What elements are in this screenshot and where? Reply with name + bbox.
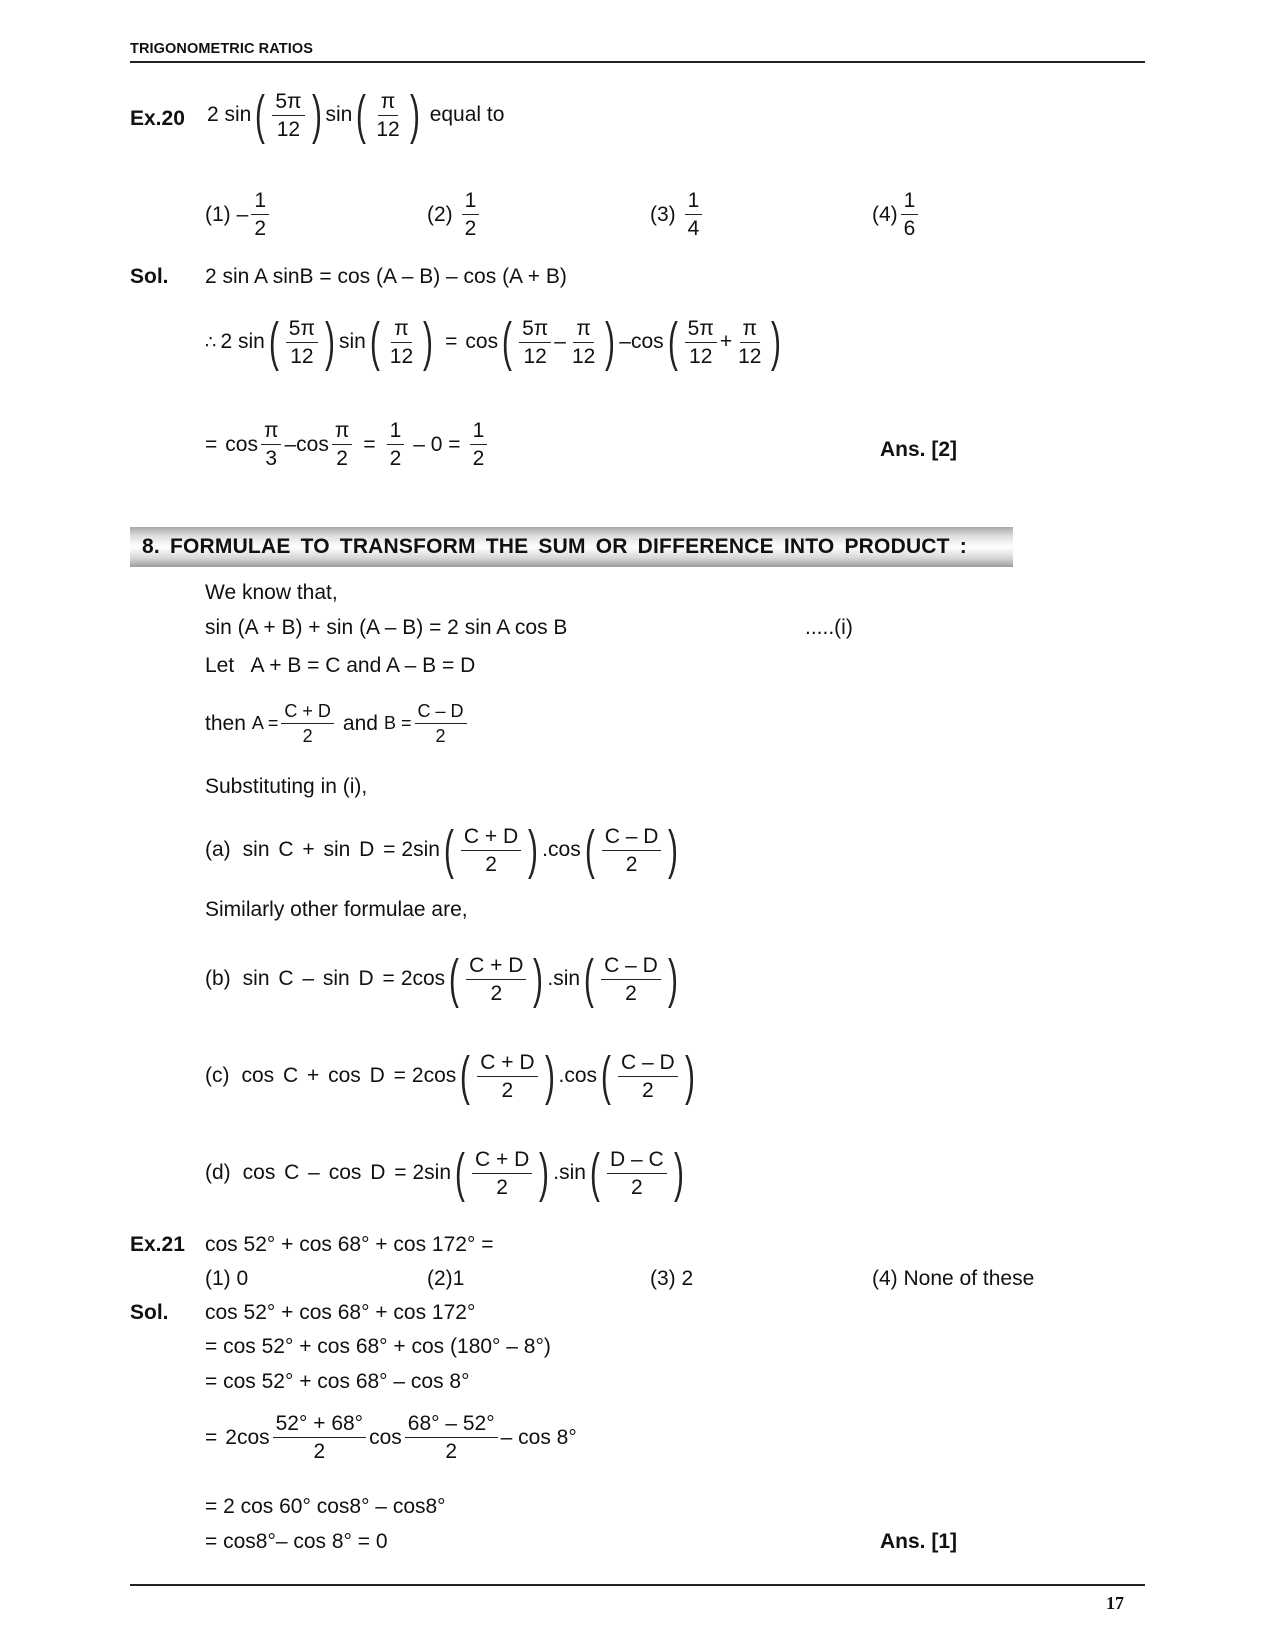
identity-tag: .....(i) bbox=[805, 616, 853, 639]
numerator: ( C + D bbox=[466, 955, 526, 980]
denominator: 12 bbox=[376, 117, 400, 141]
numerator: ( D – C bbox=[607, 1149, 667, 1174]
numerator: 1 bbox=[462, 190, 480, 215]
ex20-q-suffix: equal to bbox=[429, 103, 505, 126]
formula-lhs: cos C + cos D = bbox=[241, 1064, 406, 1087]
equals: = bbox=[205, 432, 218, 456]
numerator: π bbox=[573, 318, 594, 343]
paren-group bbox=[366, 315, 437, 369]
let-line: Let A + B = C and A – B = D bbox=[205, 654, 476, 677]
denominator: 2 bbox=[435, 726, 446, 746]
denominator: 2 bbox=[445, 1440, 458, 1463]
numerator: ( C + D bbox=[461, 826, 521, 851]
dot: . bbox=[558, 1064, 565, 1087]
ex21-label: Ex.21 bbox=[130, 1233, 185, 1256]
b-equals: B = bbox=[383, 713, 412, 733]
ex20-sol-line1: 2 sin A sinB = cos (A – B) – cos (A + B) bbox=[205, 265, 567, 288]
paren-group bbox=[445, 952, 547, 1006]
paren-group bbox=[586, 1146, 688, 1200]
ex21-option-4: (4) None of these bbox=[872, 1267, 1035, 1290]
paren-group bbox=[664, 315, 786, 369]
ex21-sol-label: Sol. bbox=[130, 1301, 169, 1324]
paren-group bbox=[251, 88, 325, 142]
denominator: 2 bbox=[625, 981, 637, 1005]
numerator: ( 5π bbox=[685, 318, 717, 343]
fraction bbox=[569, 318, 598, 367]
cos-fn: cos bbox=[296, 432, 329, 456]
footer-rule bbox=[130, 1584, 1145, 1586]
formula-tag: (c) bbox=[205, 1064, 230, 1087]
fraction bbox=[272, 91, 304, 140]
similarly-text: Similarly other formulae are, bbox=[205, 898, 468, 921]
fraction bbox=[387, 318, 416, 367]
paren-group bbox=[597, 1049, 699, 1103]
minus: – bbox=[554, 330, 566, 353]
fraction bbox=[519, 318, 551, 367]
ex20-sol-label: Sol. bbox=[130, 265, 169, 288]
numerator: 1 bbox=[470, 420, 488, 445]
fraction bbox=[387, 420, 405, 469]
fraction bbox=[261, 420, 282, 469]
identity-line: sin (A + B) + sin (A – B) = 2 sin A cos B bbox=[205, 616, 568, 639]
ex21-option-2: (2)1 bbox=[427, 1267, 465, 1290]
therefore-symbol: ∴ bbox=[205, 331, 217, 352]
denominator: 2 bbox=[313, 1440, 326, 1463]
and-word: and bbox=[342, 711, 378, 735]
numerator: C + D bbox=[281, 702, 334, 724]
minus: – bbox=[284, 432, 297, 456]
fraction bbox=[472, 1149, 532, 1198]
numerator: 68° – 52° bbox=[405, 1413, 498, 1438]
fraction bbox=[607, 1149, 667, 1198]
numerator: ( C – D bbox=[601, 955, 661, 980]
fraction bbox=[901, 190, 919, 239]
dot: . bbox=[553, 1161, 560, 1184]
minus: – bbox=[619, 330, 631, 353]
ex20-option-1 bbox=[205, 190, 272, 239]
substituting-text: Substituting in (i), bbox=[205, 775, 368, 798]
numerator: π bbox=[740, 318, 761, 343]
formula-fn2: cos bbox=[564, 1064, 598, 1087]
denominator: 2 bbox=[496, 1175, 508, 1199]
ex21-option-1: (1) 0 bbox=[205, 1267, 249, 1290]
numerator: π bbox=[261, 420, 282, 445]
numerator: ( C – D bbox=[618, 1052, 678, 1077]
numerator: 52° + 68° bbox=[273, 1413, 366, 1438]
plus: + bbox=[719, 330, 733, 353]
ex21-step-3: = cos 52° + cos 68° – cos 8° bbox=[205, 1370, 470, 1393]
cos-fn: cos bbox=[630, 330, 664, 353]
paren-group bbox=[581, 823, 683, 877]
formula-a bbox=[205, 823, 682, 877]
denominator: 2 bbox=[490, 981, 503, 1005]
cos-fn: cos bbox=[369, 1425, 402, 1449]
paren-group bbox=[498, 315, 619, 369]
numerator: ( C + D bbox=[477, 1052, 537, 1077]
formula-d bbox=[205, 1146, 688, 1200]
numerator: ( π bbox=[378, 91, 399, 116]
ex21-question: cos 52° + cos 68° + cos 172° = bbox=[205, 1233, 494, 1256]
fraction bbox=[477, 1052, 537, 1101]
paren-group bbox=[440, 823, 542, 877]
formula-tag: (d) bbox=[205, 1161, 231, 1184]
fraction bbox=[373, 91, 402, 140]
running-header-title: TRIGONOMETRIC RATIOS bbox=[130, 41, 313, 57]
denominator: 12 bbox=[276, 117, 301, 141]
fraction bbox=[618, 1052, 678, 1101]
lhs-prefix: 2 sin bbox=[220, 330, 265, 353]
denominator: 12 bbox=[523, 344, 547, 368]
denominator: 6 bbox=[903, 217, 916, 240]
fraction bbox=[461, 826, 521, 875]
ex21-step-2: = cos 52° + cos 68° + cos (180° – 8°) bbox=[205, 1335, 551, 1358]
minus-zero: – 0 = bbox=[413, 432, 461, 456]
option-label: (3) bbox=[650, 202, 676, 226]
ex20-option-3 bbox=[650, 190, 705, 239]
equals: = bbox=[205, 1425, 218, 1449]
paren-group bbox=[265, 315, 339, 369]
ex21-answer: Ans. [1] bbox=[880, 1530, 958, 1553]
denominator: 2 bbox=[630, 1175, 643, 1199]
denominator: 2 bbox=[625, 852, 638, 876]
lhs-mid: sin bbox=[338, 330, 366, 353]
denominator: 2 bbox=[254, 217, 267, 240]
fraction bbox=[602, 826, 662, 875]
formula-lhs: cos C – cos D = bbox=[242, 1161, 407, 1184]
fraction bbox=[286, 318, 318, 367]
denominator: 12 bbox=[389, 344, 414, 368]
then-word: then bbox=[205, 711, 246, 735]
formula-fn1: 2cos bbox=[400, 967, 446, 990]
tail-term: – cos 8° bbox=[500, 1425, 577, 1449]
numerator: π bbox=[332, 420, 353, 445]
denominator: 2 bbox=[485, 852, 497, 876]
we-know-text: We know that, bbox=[205, 581, 338, 604]
denominator: 12 bbox=[689, 344, 713, 368]
denominator: 2 bbox=[302, 726, 313, 746]
numerator: ( 5π bbox=[272, 91, 304, 116]
ex20-sol-line2 bbox=[205, 315, 785, 369]
option-label: (1) bbox=[205, 202, 231, 226]
ex21-step-5: = 2 cos 60° cos8° – cos8° bbox=[205, 1495, 446, 1518]
formula-fn2: sin bbox=[553, 967, 581, 990]
ex20-option-4 bbox=[872, 190, 921, 239]
numerator: ( C – D bbox=[602, 826, 662, 851]
fraction bbox=[281, 702, 334, 745]
denominator: 2 bbox=[389, 447, 402, 470]
ex20-sol-line3 bbox=[205, 420, 490, 469]
dot: . bbox=[542, 838, 549, 861]
fraction bbox=[685, 190, 703, 239]
fraction bbox=[332, 420, 353, 469]
formula-fn1: 2cos bbox=[411, 1064, 457, 1087]
then-line bbox=[205, 702, 470, 745]
denominator: 12 bbox=[571, 344, 596, 368]
numerator: ( C + D bbox=[472, 1149, 532, 1174]
numerator: ( 5π bbox=[286, 318, 318, 343]
fraction bbox=[470, 420, 488, 469]
cos-fn: 2cos bbox=[225, 1425, 270, 1449]
formula-c bbox=[205, 1049, 699, 1103]
header-rule bbox=[130, 61, 1145, 63]
numerator: 1 bbox=[251, 190, 269, 215]
ex20-question bbox=[207, 88, 504, 142]
denominator: 4 bbox=[687, 217, 700, 240]
dot: . bbox=[547, 967, 554, 990]
fraction bbox=[601, 955, 661, 1004]
cos-fn: cos bbox=[465, 330, 499, 353]
paren-group bbox=[352, 88, 423, 142]
cos-fn: cos bbox=[225, 432, 258, 456]
formula-fn2: sin bbox=[559, 1161, 586, 1184]
option-label: (4) bbox=[872, 202, 898, 226]
numerator: C – D bbox=[415, 702, 467, 724]
ex20-answer: Ans. [2] bbox=[880, 438, 958, 461]
numerator: ( 5π bbox=[519, 318, 551, 343]
numerator: 1 bbox=[685, 190, 703, 215]
denominator: 12 bbox=[738, 344, 762, 368]
paren-group bbox=[451, 1146, 553, 1200]
ex21-step-6: = cos8°– cos 8° = 0 bbox=[205, 1530, 388, 1553]
section-heading-band bbox=[130, 527, 1013, 567]
fraction bbox=[251, 190, 269, 239]
denominator: 2 bbox=[336, 447, 348, 470]
numerator: 1 bbox=[901, 190, 919, 215]
section-heading: 8. FORMULAE TO TRANSFORM THE SUM OR DIFFERENCE INTO PRODUCT : bbox=[142, 535, 967, 558]
fraction bbox=[466, 955, 526, 1004]
numerator: ( π bbox=[391, 318, 412, 343]
formula-lhs: sin C – sin D = bbox=[242, 967, 395, 990]
equals: = bbox=[363, 432, 376, 456]
fraction bbox=[273, 1413, 366, 1462]
option-sign: – bbox=[236, 202, 249, 226]
formula-b bbox=[205, 952, 682, 1006]
ex20-q-prefix: 2 sin bbox=[207, 103, 252, 126]
equals: = bbox=[445, 330, 458, 353]
ex21-frac-step bbox=[205, 1413, 577, 1462]
fraction bbox=[415, 702, 467, 745]
denominator: 2 bbox=[464, 217, 477, 240]
fraction bbox=[405, 1413, 498, 1462]
paren-group bbox=[456, 1049, 558, 1103]
ex21-step-1: cos 52° + cos 68° + cos 172° bbox=[205, 1301, 476, 1324]
formula-tag: (a) bbox=[205, 838, 231, 861]
denominator: 12 bbox=[290, 344, 314, 368]
fraction bbox=[685, 318, 717, 367]
formula-lhs: sin C + sin D = bbox=[242, 838, 396, 861]
paren-group bbox=[580, 952, 682, 1006]
ex20-label: Ex.20 bbox=[130, 107, 185, 130]
denominator: 2 bbox=[472, 447, 485, 470]
formula-fn1: 2sin bbox=[412, 1161, 452, 1184]
ex21-option-3: (3) 2 bbox=[650, 1267, 694, 1290]
denominator: 2 bbox=[642, 1078, 654, 1102]
page-number: 17 bbox=[1106, 1593, 1124, 1613]
fraction bbox=[735, 318, 764, 367]
option-label: (2) bbox=[427, 202, 453, 226]
denominator: 2 bbox=[501, 1078, 514, 1102]
ex20-q-mid: sin bbox=[325, 103, 353, 126]
denominator: 3 bbox=[265, 447, 278, 470]
formula-fn1: 2sin bbox=[401, 838, 440, 861]
formula-tag: (b) bbox=[205, 967, 231, 990]
fraction bbox=[462, 190, 480, 239]
a-equals: A = bbox=[251, 713, 279, 733]
formula-fn2: cos bbox=[548, 838, 581, 861]
numerator: 1 bbox=[387, 420, 405, 445]
ex20-option-2 bbox=[427, 190, 482, 239]
